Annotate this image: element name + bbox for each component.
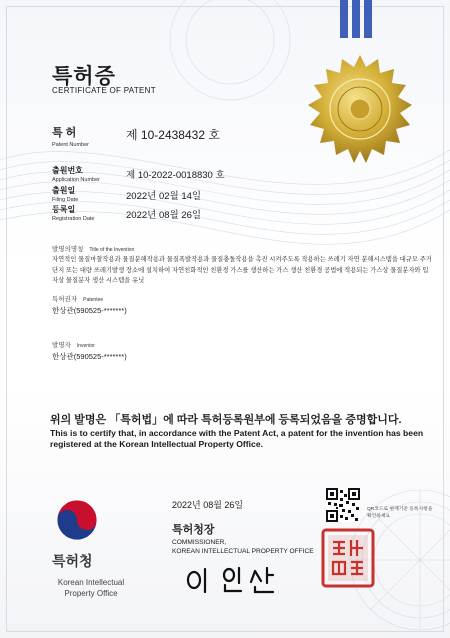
- registration-date-label: 등록일: [52, 205, 76, 214]
- inventor-label-ko: 발명자: [52, 342, 71, 349]
- qr-code-note: QR코드로 현재기준 등록사항을 확인하세요: [367, 507, 433, 519]
- gold-seal: [304, 55, 416, 167]
- patent-label-en: Patent Number: [52, 142, 89, 148]
- ribbon-stripe: [340, 0, 348, 38]
- certificate-title-en: CERTIFICATE OF PATENT: [52, 86, 156, 95]
- patentee-label-ko: 특허권자: [52, 296, 78, 303]
- filing-date: 2022년 02월 14일: [126, 191, 202, 202]
- patentee-label: [52, 294, 103, 303]
- commissioner-title: 특허청장: [172, 524, 215, 536]
- ribbon-stripe: [352, 0, 360, 38]
- patentee-value: 한상관(590525-*******): [52, 306, 127, 315]
- filing-date-label: 출원일: [52, 186, 76, 195]
- inventor-value: 한상관(590525-*******): [52, 352, 127, 361]
- invention-title-label: [52, 244, 134, 253]
- official-red-stamp: [321, 528, 375, 588]
- patent-label: 특 허: [52, 127, 77, 139]
- certification-statement-en: This is to certify that, in accordance with the Patent Act, a patent for the invention has been registered at the Korean Intellectual Property Office.: [50, 428, 424, 449]
- certificate-title: 특허증: [52, 65, 116, 88]
- registration-date: 2022년 08월 26일: [126, 210, 202, 221]
- agency-name-ko: 특허청: [52, 553, 93, 569]
- inventor-label: [52, 340, 95, 349]
- issue-date: 2022년 08월 26일: [172, 500, 244, 510]
- application-label-en: Application Number: [52, 177, 100, 183]
- commissioner-en-line1: COMMISSIONER,: [172, 539, 227, 546]
- agency-name-en: Korean Intellectual Property Office: [57, 578, 125, 598]
- registration-date-label-en: Registration Date: [52, 216, 95, 222]
- filing-date-label-en: Filing Date: [52, 197, 79, 203]
- patent-number: 제 10-2438432 호: [126, 128, 220, 142]
- patentee-label-en: Patentee: [83, 297, 104, 303]
- signature-image: [185, 565, 280, 595]
- application-label: 출원번호: [52, 166, 83, 175]
- commissioner-en-line2: KOREAN INTELLECTUAL PROPERTY OFFICE: [172, 548, 314, 555]
- qr-code-icon: [326, 488, 360, 522]
- application-number: 제 10-2022-0018830 호: [126, 170, 225, 181]
- invention-title-label-en: Title of the Invention: [89, 247, 135, 253]
- certification-statement-ko: 위의 발명은 「특허법」에 따라 특허등록원부에 등록되었음을 증명합니다.: [50, 414, 402, 426]
- ribbon-stripe: [364, 0, 372, 38]
- inventor-label-en: Inventor: [76, 343, 95, 349]
- invention-title: 자연적인 물질마찰작용과 물질분해작용과 물질폭발작용과 물질충돌작용을 촉진 시켜주도록 작용하는 쓰레기 자연 분해시스템을 대규모 주거단지 또는 대량 쓰레기발생 장소에 설치하여 자연친화적인 친환경 가스를 생산하는 가스 생산 친환경 공법에 적용되는 가스상 물질분자와 입자상 물질분자 생산 시스템을 유닛: [52, 256, 432, 284]
- kipo-logo-icon: [55, 498, 99, 542]
- invention-title-label-ko: 발명의명칭: [52, 246, 84, 253]
